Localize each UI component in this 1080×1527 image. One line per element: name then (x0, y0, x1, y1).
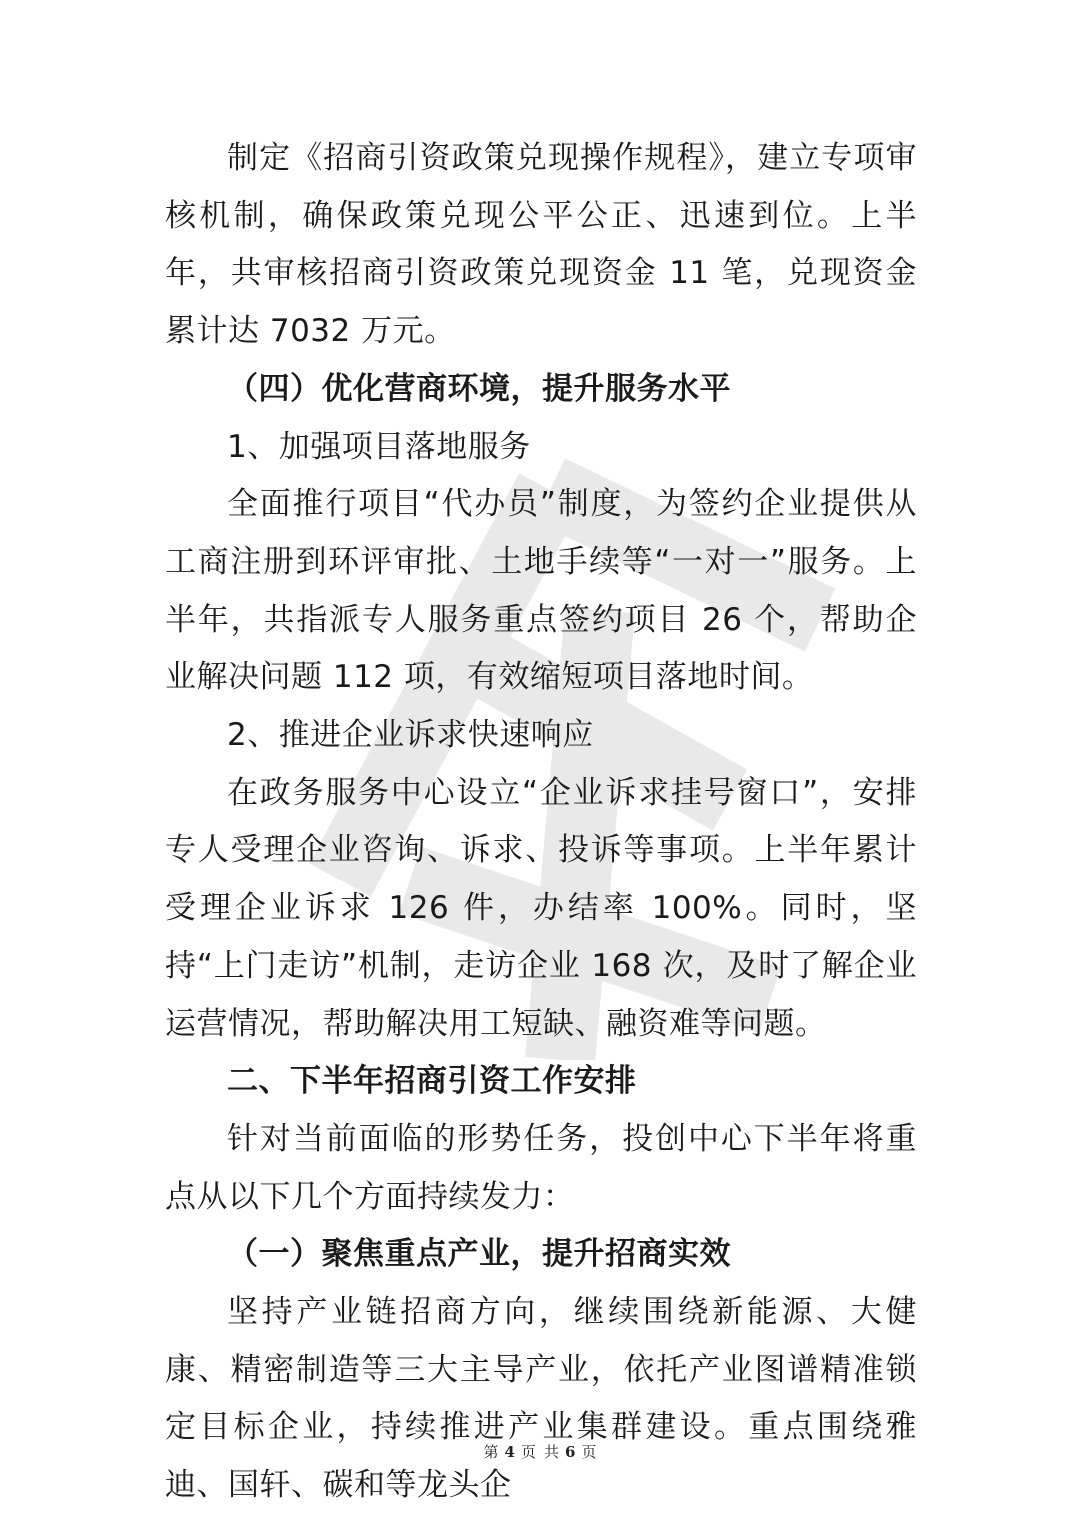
footer-total-label: 共 (544, 1443, 560, 1461)
footer-page-number: 4 (504, 1443, 515, 1461)
paragraph-policy-cashout: 制定《招商引资政策兑现操作规程》，建立专项审核机制，确保政策兑现公平公正、迅速到位。上半年，共审核招商引资政策兑现资金 11 笔，兑现资金累计达 7032 万元。 (165, 140, 917, 350)
footer-prefix: 第 (483, 1443, 499, 1461)
page-footer (0, 1441, 1080, 1462)
heading-second-half-plan: 二、下半年招商引资工作安排 (227, 1063, 637, 1100)
footer-page-label: 页 (520, 1443, 536, 1461)
heading-focus-key-industries: （一）聚焦重点产业，提升招商实效 (227, 1236, 731, 1273)
paragraph-appeal-window: 在政务服务中心设立“企业诉求挂号窗口”，安排专人受理企业咨询、诉求、投诉等事项。上半年累计受理企业诉求 126 件，办结率 100%。同时，坚持“上门走访”机制，走访企业 168 次，及时了解企业运营情况，帮助解决用工短缺、融资难等问题。 (165, 774, 917, 1042)
document-body (165, 130, 917, 1515)
paragraph-plan-intro: 针对当前面临的形势任务，投创中心下半年将重点从以下几个方面持续发力： (165, 1120, 917, 1215)
heading-optimize-business-environment: （四）优化营商环境，提升服务水平 (227, 370, 731, 407)
paragraph-agent-system: 全面推行项目“代办员”制度，为签约企业提供从工商注册到环评审批、土地手续等“一对一”服务。上半年，共指派专人服务重点签约项目 26 个，帮助企业解决问题 112 项，有效缩短项目落地时间。 (165, 486, 917, 696)
footer-total-pages: 6 (565, 1443, 576, 1461)
footer-suffix: 页 (581, 1443, 597, 1461)
subheading-enterprise-appeal-response: 2、推进企业诉求快速响应 (227, 717, 594, 754)
subheading-project-landing-service: 1、加强项目落地服务 (227, 428, 531, 465)
paragraph-industry-chain: 坚持产业链招商方向，继续围绕新能源、大健康、精密制造等三大主导产业，依托产业图谱精准锁定目标企业，持续推进产业集群建设。重点围绕雅迪、国轩、碳和等龙头企 (165, 1294, 917, 1504)
